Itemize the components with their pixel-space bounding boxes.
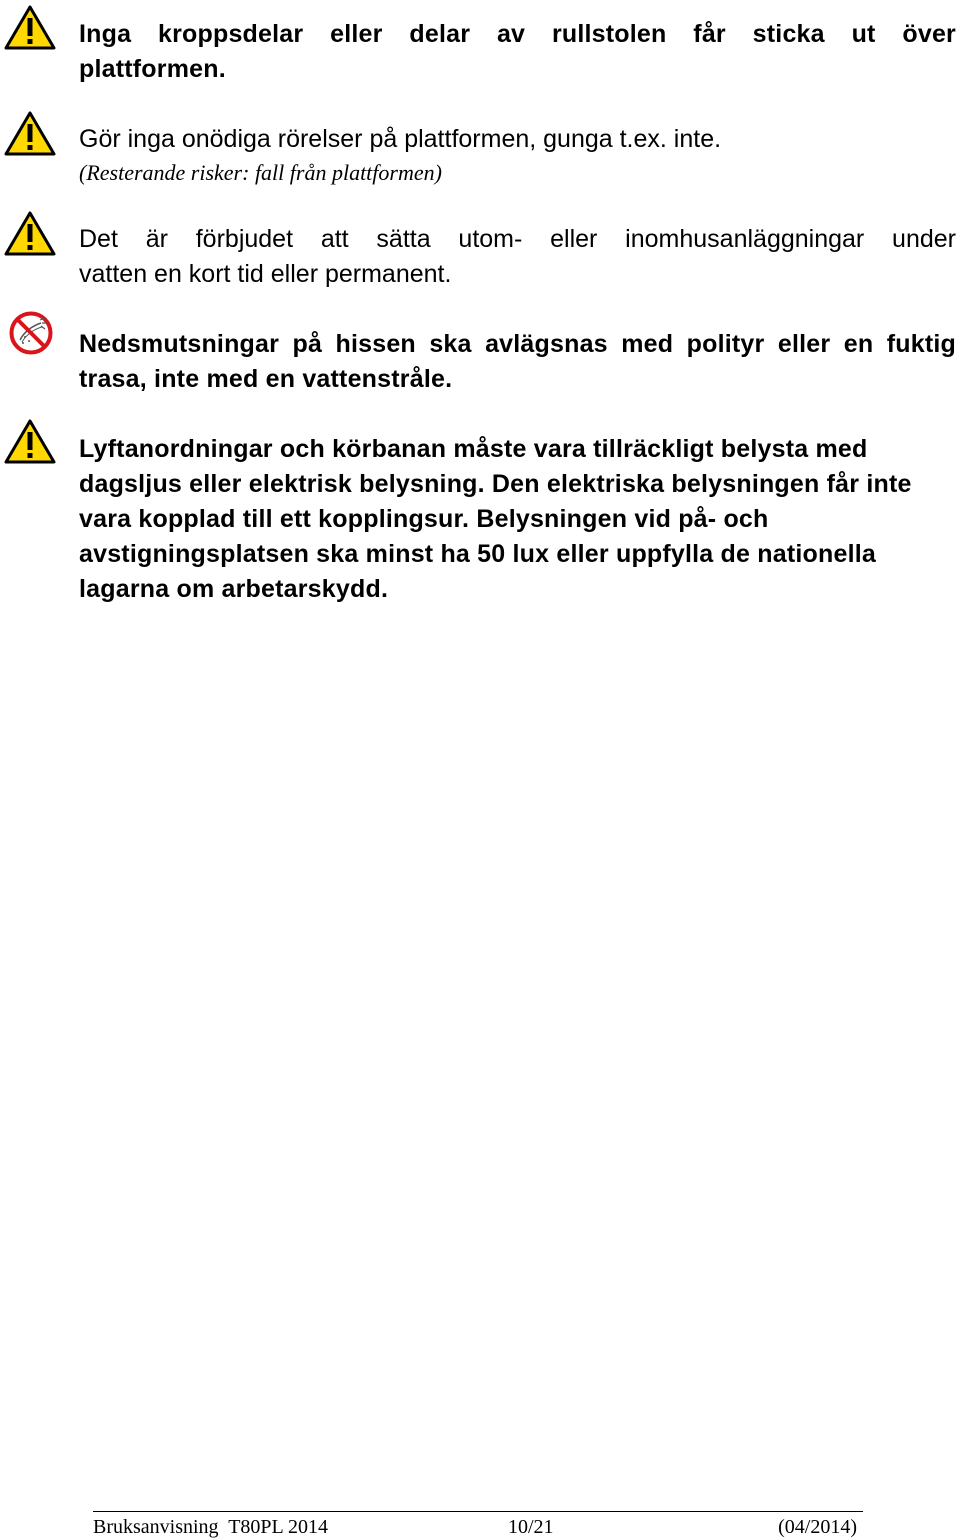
- text-line: plattformen.: [79, 55, 226, 83]
- warning-text-3: [79, 222, 956, 292]
- footer-date: (04/2014): [778, 1516, 857, 1538]
- text-line: avstigningsplatsen ska minst ha 50 lux eller uppfylla de nationella: [79, 540, 876, 568]
- residual-risk-note: (Resterande risker: fall från plattformen): [79, 160, 442, 185]
- warning-text-5: [79, 432, 956, 607]
- page-footer: [93, 1511, 863, 1538]
- text-line: vara kopplad till ett kopplingsur. Belysningen vid på- och: [79, 505, 769, 533]
- warning-triangle-icon: [4, 111, 56, 157]
- text-line: Det är förbjudet att sätta utom- eller inomhusanläggningar under: [79, 225, 956, 253]
- footer-manual-title: Bruksanvisning T80PL 2014: [93, 1516, 329, 1538]
- footer-page-number: 10/21: [508, 1516, 554, 1538]
- text-line: vatten en kort tid eller permanent.: [79, 260, 452, 288]
- no-water-jet-icon: [8, 310, 60, 356]
- text-line: lagarna om arbetarskydd.: [79, 575, 389, 603]
- warning-text-2: [79, 122, 956, 189]
- warning-triangle-icon: [4, 211, 56, 257]
- text-line: Inga kroppsdelar eller delar av rullstolen får sticka ut över: [79, 20, 956, 48]
- text-line: dagsljus eller elektrisk belysning. Den elektriska belysningen får inte: [79, 470, 912, 498]
- warning-triangle-icon: [4, 419, 56, 465]
- text-line: Lyftanordningar och körbanan måste vara tillräckligt belysta med: [79, 435, 868, 463]
- text-line: trasa, inte med en vattenstråle.: [79, 365, 453, 393]
- text-line: Nedsmutsningar på hissen ska avlägsnas med polityr eller en fuktig: [79, 330, 956, 358]
- text-line: Gör inga onödiga rörelser på plattformen, gunga t.ex. inte.: [79, 125, 722, 153]
- warning-text-1: [79, 17, 956, 87]
- warning-triangle-icon: [4, 5, 56, 51]
- warning-text-4: [79, 327, 956, 397]
